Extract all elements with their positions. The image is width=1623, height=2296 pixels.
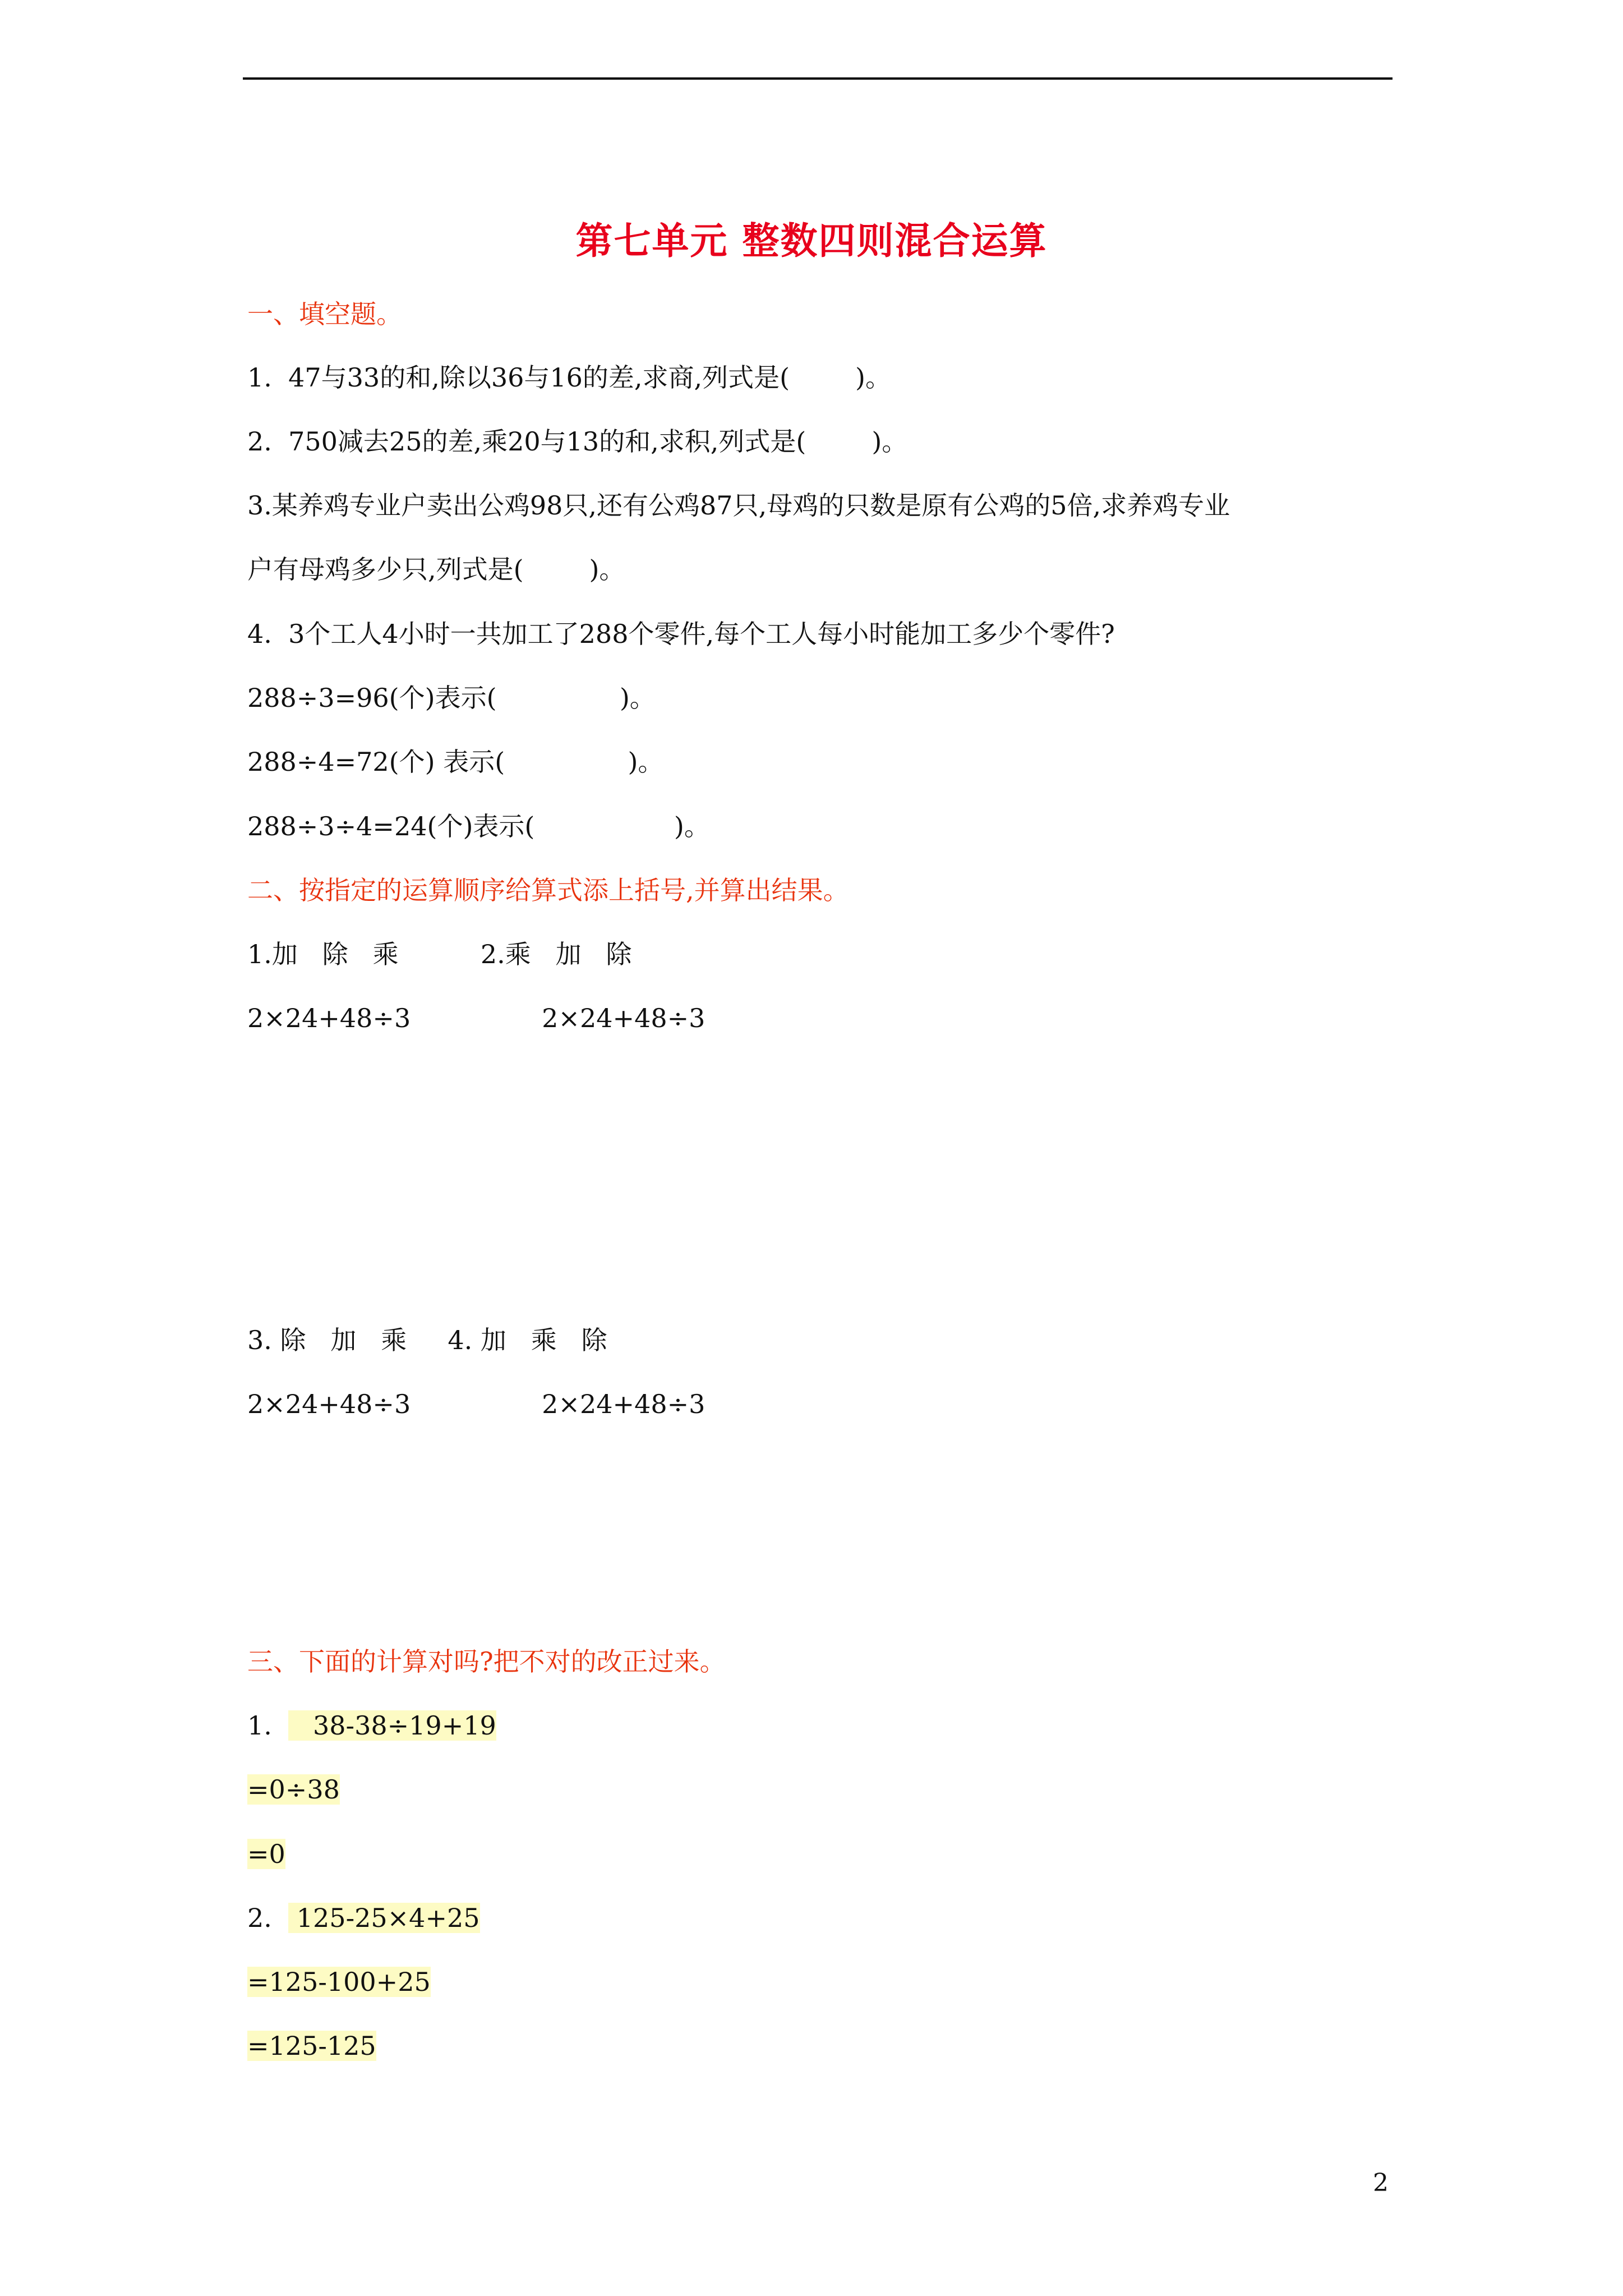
problem-2-step2 <box>247 2029 376 2063</box>
problem-2-step2-text: =125-125 <box>247 2031 376 2061</box>
question-4b: 288÷4=72(个) 表示( )。 <box>247 747 664 777</box>
problem-2-expression: 125-25×4+25 <box>288 1903 480 1933</box>
question-2: 2. 750减去25的差,乘20与13的和,求积,列式是( )。 <box>247 426 908 457</box>
problem-1-expression: 38-38÷19+19 <box>288 1710 496 1741</box>
question-3-line1: 3.某养鸡专业户卖出公鸡98只,还有公鸡87只,母鸡的只数是原有公鸡的5倍,求养鸡专业 <box>247 490 1230 521</box>
problem-2-step1 <box>247 1965 431 1999</box>
problem-1-step2 <box>247 1837 285 1871</box>
problem-1 <box>247 1709 496 1742</box>
question-4: 4. 3个工人4小时一共加工了288个零件,每个工人每小时能加工多少个零件? <box>247 619 1115 649</box>
problem-1-label: 1. <box>247 1710 289 1741</box>
problem-2-step1-text: =125-100+25 <box>247 1967 431 1997</box>
header-rule <box>243 77 1393 80</box>
question-4c: 288÷3÷4=24(个)表示( )。 <box>247 811 710 841</box>
problem-2 <box>247 1901 480 1935</box>
section2-heading: 二、按指定的运算顺序给算式添上括号,并算出结果。 <box>247 875 849 905</box>
expressions-row2: 2×24+48÷3 2×24+48÷3 <box>247 1389 706 1419</box>
section1-heading: 一、填空题。 <box>247 299 402 329</box>
question-4a: 288÷3=96(个)表示( )。 <box>247 683 656 713</box>
order-labels-row1: 1.加 除 乘 2.乘 加 除 <box>247 939 632 969</box>
page-title: 第七单元 整数四则混合运算 <box>575 219 1048 263</box>
page-number: 2 <box>1373 2169 1389 2197</box>
question-3-line2: 户有母鸡多少只,列式是( )。 <box>247 554 625 585</box>
expressions-row1: 2×24+48÷3 2×24+48÷3 <box>247 1003 706 1033</box>
problem-1-step1-text: =0÷38 <box>247 1774 340 1805</box>
problem-1-step2-text: =0 <box>247 1839 285 1869</box>
section3-heading: 三、下面的计算对吗?把不对的改正过来。 <box>247 1646 726 1677</box>
problem-1-step1 <box>247 1773 340 1806</box>
problem-2-label: 2. <box>247 1903 289 1933</box>
order-labels-row2: 3. 除 加 乘 4. 加 乘 除 <box>247 1325 607 1355</box>
question-1: 1. 47与33的和,除以36与16的差,求商,列式是( )。 <box>247 362 892 393</box>
